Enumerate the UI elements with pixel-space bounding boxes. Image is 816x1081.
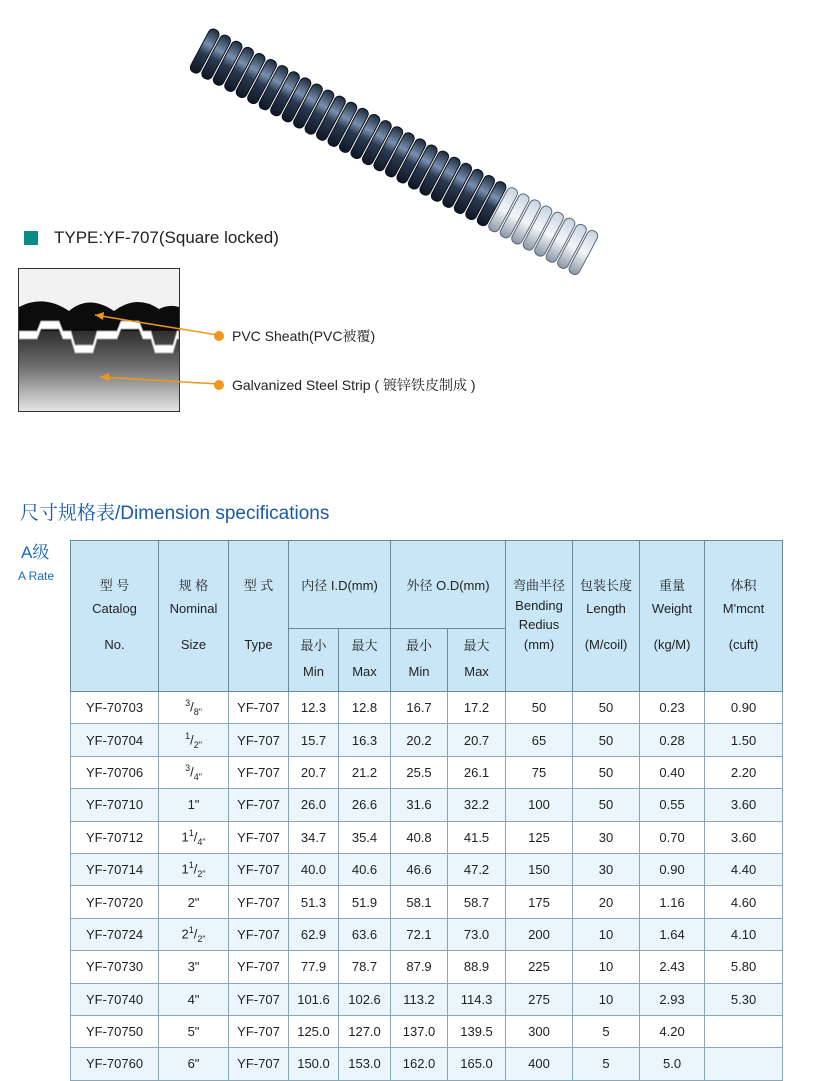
- cell-bend: 50: [506, 692, 573, 724]
- cell-bend: 125: [506, 821, 573, 853]
- cell-vol: 1.50: [705, 724, 783, 756]
- cell-vol: 5.30: [705, 983, 783, 1015]
- cell-od-max: 58.7: [448, 886, 506, 918]
- cell-wt: 0.70: [640, 821, 705, 853]
- cell-od-min: 87.9: [391, 951, 448, 983]
- table-row: [71, 853, 783, 885]
- cell-type: YF-707: [229, 918, 289, 950]
- cell-od-min: 20.2: [391, 724, 448, 756]
- cell-id-max: 153.0: [339, 1048, 391, 1080]
- cell-od-max: 41.5: [448, 821, 506, 853]
- callout-steel-label: Galvanized Steel Strip ( 镀锌铁皮制成 ): [232, 377, 476, 393]
- cell-vol: 2.20: [705, 756, 783, 788]
- cell-vol: 0.90: [705, 692, 783, 724]
- cell-id-max: 12.8: [339, 692, 391, 724]
- cell-type: YF-707: [229, 1015, 289, 1047]
- cell-vol: 4.60: [705, 886, 783, 918]
- type-label: TYPE:YF-707(Square locked): [54, 228, 279, 247]
- cell-od-max: 73.0: [448, 918, 506, 950]
- cell-bend: 150: [506, 853, 573, 885]
- header-od-group: 外径 O.D(mm): [391, 541, 506, 629]
- header-od-min: 最小 Min: [391, 629, 448, 692]
- cell-id-max: 21.2: [339, 756, 391, 788]
- cell-vol: 4.40: [705, 853, 783, 885]
- cell-vol: 3.60: [705, 821, 783, 853]
- dimension-title: 尺寸规格表/Dimension specifications: [20, 503, 330, 524]
- cell-od-min: 162.0: [391, 1048, 448, 1080]
- header-type: 型 式 Type: [229, 541, 289, 692]
- cell-od-max: 26.1: [448, 756, 506, 788]
- cell-od-max: 114.3: [448, 983, 506, 1015]
- cell-no: YF-70703: [71, 692, 159, 724]
- cell-wt: 2.43: [640, 951, 705, 983]
- cell-wt: 2.93: [640, 983, 705, 1015]
- cell-size: $^3/_{4"}$: [159, 756, 229, 788]
- bullet-square-icon: [24, 231, 38, 245]
- cell-id-min: 125.0: [289, 1015, 339, 1047]
- cell-type: YF-707: [229, 692, 289, 724]
- cell-id-max: 26.6: [339, 789, 391, 821]
- callout-pvc-label: PVC Sheath(PVC被覆): [232, 328, 376, 344]
- cell-size: 5": [159, 1015, 229, 1047]
- table-row: [71, 951, 783, 983]
- header-bending: 弯曲半径 Bending Redius (mm): [506, 541, 573, 692]
- cell-od-min: 16.7: [391, 692, 448, 724]
- cell-id-min: 101.6: [289, 983, 339, 1015]
- table-row: [71, 692, 783, 724]
- cell-wt: 0.55: [640, 789, 705, 821]
- cell-od-min: 40.8: [391, 821, 448, 853]
- grade-sub-label: A Rate: [18, 569, 55, 583]
- cell-len: 10: [573, 951, 640, 983]
- cell-vol: 5.80: [705, 951, 783, 983]
- cell-od-min: 72.1: [391, 918, 448, 950]
- cell-bend: 75: [506, 756, 573, 788]
- cell-size: 1": [159, 789, 229, 821]
- header-id-min: 最小 Min: [289, 629, 339, 692]
- cell-od-max: 139.5: [448, 1015, 506, 1047]
- cell-id-min: 15.7: [289, 724, 339, 756]
- type-label-row: [24, 228, 279, 248]
- cell-wt: 1.64: [640, 918, 705, 950]
- cell-len: 30: [573, 853, 640, 885]
- cell-no: YF-70704: [71, 724, 159, 756]
- cell-bend: 175: [506, 886, 573, 918]
- cell-bend: 400: [506, 1048, 573, 1080]
- cell-id-min: 150.0: [289, 1048, 339, 1080]
- cell-len: 30: [573, 821, 640, 853]
- cell-od-min: 25.5: [391, 756, 448, 788]
- cell-size: $^1/_{2"}$: [159, 724, 229, 756]
- cell-id-max: 35.4: [339, 821, 391, 853]
- cell-type: YF-707: [229, 724, 289, 756]
- cell-id-min: 51.3: [289, 886, 339, 918]
- cell-id-min: 34.7: [289, 821, 339, 853]
- cell-no: YF-70760: [71, 1048, 159, 1080]
- orange-dot-icon: [214, 331, 224, 341]
- cell-len: 50: [573, 789, 640, 821]
- header-nominal: 规 格 Nominal Size: [159, 541, 229, 692]
- table-row: [71, 821, 783, 853]
- cell-id-max: 51.9: [339, 886, 391, 918]
- cell-size: 6": [159, 1048, 229, 1080]
- cell-wt: 0.28: [640, 724, 705, 756]
- header-id-max: 最大 Max: [339, 629, 391, 692]
- cell-no: YF-70730: [71, 951, 159, 983]
- cell-id-max: 16.3: [339, 724, 391, 756]
- table-row: [71, 1048, 783, 1080]
- dimension-table: [70, 540, 783, 1081]
- cell-id-max: 102.6: [339, 983, 391, 1015]
- cell-type: YF-707: [229, 756, 289, 788]
- cell-wt: 0.40: [640, 756, 705, 788]
- orange-dot-icon: [214, 380, 224, 390]
- cell-id-min: 26.0: [289, 789, 339, 821]
- cell-vol: 4.10: [705, 918, 783, 950]
- cell-od-max: 20.7: [448, 724, 506, 756]
- header-catalog: 型 号 Catalog No.: [71, 541, 159, 692]
- cell-bend: 275: [506, 983, 573, 1015]
- cell-no: YF-70740: [71, 983, 159, 1015]
- callout-pvc-sheath: [214, 326, 375, 346]
- cell-id-min: 62.9: [289, 918, 339, 950]
- cell-len: 10: [573, 983, 640, 1015]
- cell-type: YF-707: [229, 1048, 289, 1080]
- cell-no: YF-70706: [71, 756, 159, 788]
- table-row: [71, 756, 783, 788]
- table-row: [71, 918, 783, 950]
- cell-id-max: 78.7: [339, 951, 391, 983]
- cell-wt: 1.16: [640, 886, 705, 918]
- table-row: [71, 983, 783, 1015]
- cell-size: $^3/_{8"}$: [159, 692, 229, 724]
- cell-id-min: 40.0: [289, 853, 339, 885]
- cell-od-max: 165.0: [448, 1048, 506, 1080]
- cell-od-min: 137.0: [391, 1015, 448, 1047]
- cell-bend: 200: [506, 918, 573, 950]
- cell-size: $1^1/_{4"}$: [159, 821, 229, 853]
- header-length: 包装长度 Length (M/coil): [573, 541, 640, 692]
- cell-len: 50: [573, 692, 640, 724]
- cell-od-min: 113.2: [391, 983, 448, 1015]
- cell-no: YF-70710: [71, 789, 159, 821]
- cell-len: 50: [573, 756, 640, 788]
- cell-wt: 5.0: [640, 1048, 705, 1080]
- cell-id-max: 63.6: [339, 918, 391, 950]
- cell-len: 5: [573, 1048, 640, 1080]
- cell-od-min: 31.6: [391, 789, 448, 821]
- header-od-max: 最大 Max: [448, 629, 506, 692]
- cell-id-min: 12.3: [289, 692, 339, 724]
- cell-vol: [705, 1015, 783, 1047]
- cell-type: YF-707: [229, 821, 289, 853]
- cell-size: 2": [159, 886, 229, 918]
- cell-type: YF-707: [229, 789, 289, 821]
- cell-type: YF-707: [229, 951, 289, 983]
- cell-bend: 65: [506, 724, 573, 756]
- cell-od-min: 58.1: [391, 886, 448, 918]
- cell-type: YF-707: [229, 853, 289, 885]
- cell-size: $1^1/_{2"}$: [159, 853, 229, 885]
- cell-id-min: 77.9: [289, 951, 339, 983]
- cell-size: 4": [159, 983, 229, 1015]
- cell-len: 50: [573, 724, 640, 756]
- cell-size: 3": [159, 951, 229, 983]
- cell-vol: 3.60: [705, 789, 783, 821]
- callout-steel-strip: [214, 375, 476, 395]
- cell-od-max: 47.2: [448, 853, 506, 885]
- cell-id-max: 127.0: [339, 1015, 391, 1047]
- cell-id-max: 40.6: [339, 853, 391, 885]
- cell-od-max: 17.2: [448, 692, 506, 724]
- cell-bend: 300: [506, 1015, 573, 1047]
- table-row: [71, 1015, 783, 1047]
- header-volume: 体积 M'mcnt (cuft): [705, 541, 783, 692]
- cell-no: YF-70712: [71, 821, 159, 853]
- cell-no: YF-70720: [71, 886, 159, 918]
- cell-od-max: 32.2: [448, 789, 506, 821]
- cell-no: YF-70724: [71, 918, 159, 950]
- grade-label: A级: [21, 543, 50, 562]
- cell-len: 10: [573, 918, 640, 950]
- cell-len: 5: [573, 1015, 640, 1047]
- cell-wt: 4.20: [640, 1015, 705, 1047]
- table-row: [71, 789, 783, 821]
- table-row: [71, 886, 783, 918]
- header-weight: 重量 Weight (kg/M): [640, 541, 705, 692]
- cell-bend: 100: [506, 789, 573, 821]
- cell-len: 20: [573, 886, 640, 918]
- cell-no: YF-70714: [71, 853, 159, 885]
- cell-vol: [705, 1048, 783, 1080]
- cell-od-min: 46.6: [391, 853, 448, 885]
- header-id-group: 内径 I.D(mm): [289, 541, 391, 629]
- cell-od-max: 88.9: [448, 951, 506, 983]
- cell-wt: 0.90: [640, 853, 705, 885]
- cell-type: YF-707: [229, 983, 289, 1015]
- cell-no: YF-70750: [71, 1015, 159, 1047]
- cell-bend: 225: [506, 951, 573, 983]
- cell-wt: 0.23: [640, 692, 705, 724]
- cell-id-min: 20.7: [289, 756, 339, 788]
- cell-size: $2^1/_{2"}$: [159, 918, 229, 950]
- table-row: [71, 724, 783, 756]
- cell-type: YF-707: [229, 886, 289, 918]
